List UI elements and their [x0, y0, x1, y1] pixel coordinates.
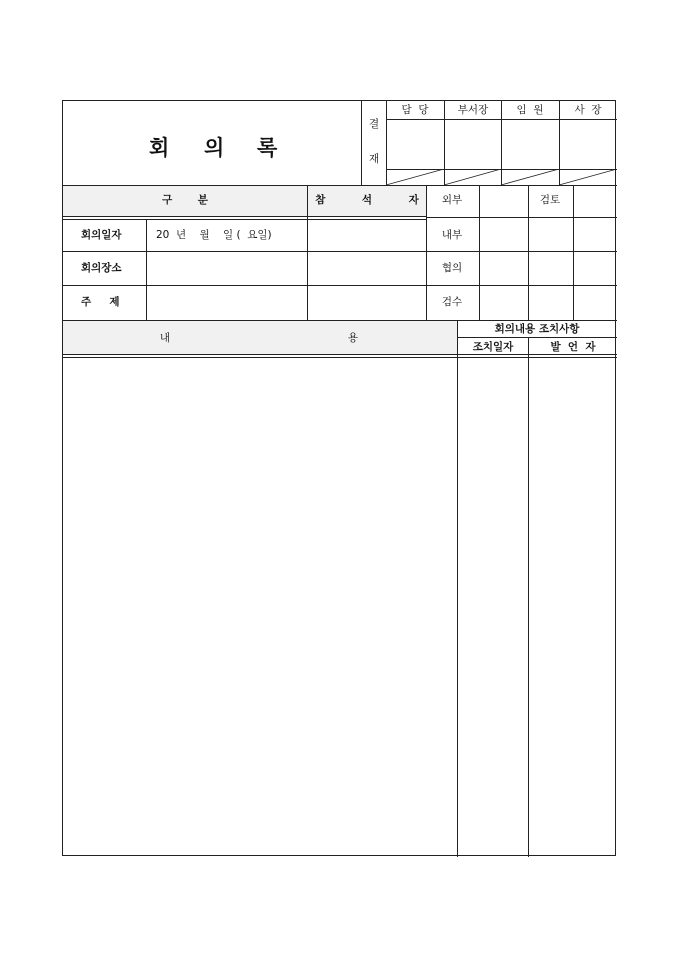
attendees-header: 참 석 자	[315, 194, 419, 206]
approval-role-executive: 임 원	[516, 104, 544, 116]
speaker-column-area[interactable]	[529, 358, 616, 855]
content-header-shade	[63, 321, 457, 354]
speaker-header: 발 언 자	[550, 341, 596, 353]
review-label-consult: 협의	[441, 262, 463, 274]
attendees-header-bottom-double	[63, 219, 426, 220]
attendees-header-bottom	[63, 216, 426, 217]
row-label-divider	[146, 219, 147, 320]
title-char-1: 회	[149, 136, 170, 160]
attendees-col-divider	[307, 185, 308, 320]
action-items-title: 회의내용 조치사항	[494, 323, 580, 335]
title-char-2: 의	[204, 136, 225, 160]
review-col-divider	[573, 185, 574, 320]
row-label-date: 회의일자	[81, 229, 122, 241]
content-header-right: 용	[347, 332, 359, 344]
review-row-line	[426, 217, 617, 218]
row-line	[63, 285, 617, 286]
review-label-inspect: 검수	[441, 296, 463, 308]
action-date-column-area[interactable]	[458, 358, 528, 855]
approval-role-president: 사 장	[574, 104, 602, 116]
content-body-area[interactable]	[63, 358, 457, 855]
approval-role-manager: 담 당	[401, 104, 429, 116]
row-label-place: 회의장소	[81, 262, 122, 274]
approval-side-label-1: 결	[369, 118, 380, 130]
meeting-date-field[interactable]: 20 년 월 일 ( 요일)	[156, 229, 272, 241]
category-header: 구 분	[162, 194, 208, 206]
review-col-divider	[528, 185, 529, 320]
content-header-bottom	[63, 354, 617, 355]
approval-side-label-2: 재	[369, 153, 380, 165]
approval-divider	[361, 101, 362, 185]
review-col-divider	[479, 185, 480, 320]
content-header-left: 내	[159, 332, 171, 344]
review-label-review: 검토	[539, 194, 561, 206]
approval-role-dept-head: 부서장	[457, 104, 489, 116]
action-date-header: 조치일자	[472, 341, 514, 353]
row-label-subject: 주 제	[81, 296, 120, 308]
review-label-internal: 내부	[441, 229, 463, 241]
row-line	[63, 251, 617, 252]
title-char-3: 록	[257, 136, 278, 160]
review-label-external: 외부	[441, 194, 463, 206]
action-title-line	[457, 337, 617, 338]
review-block-divider	[426, 185, 427, 320]
meeting-minutes-form	[62, 100, 616, 856]
approval-diagonal-lines	[386, 169, 617, 185]
